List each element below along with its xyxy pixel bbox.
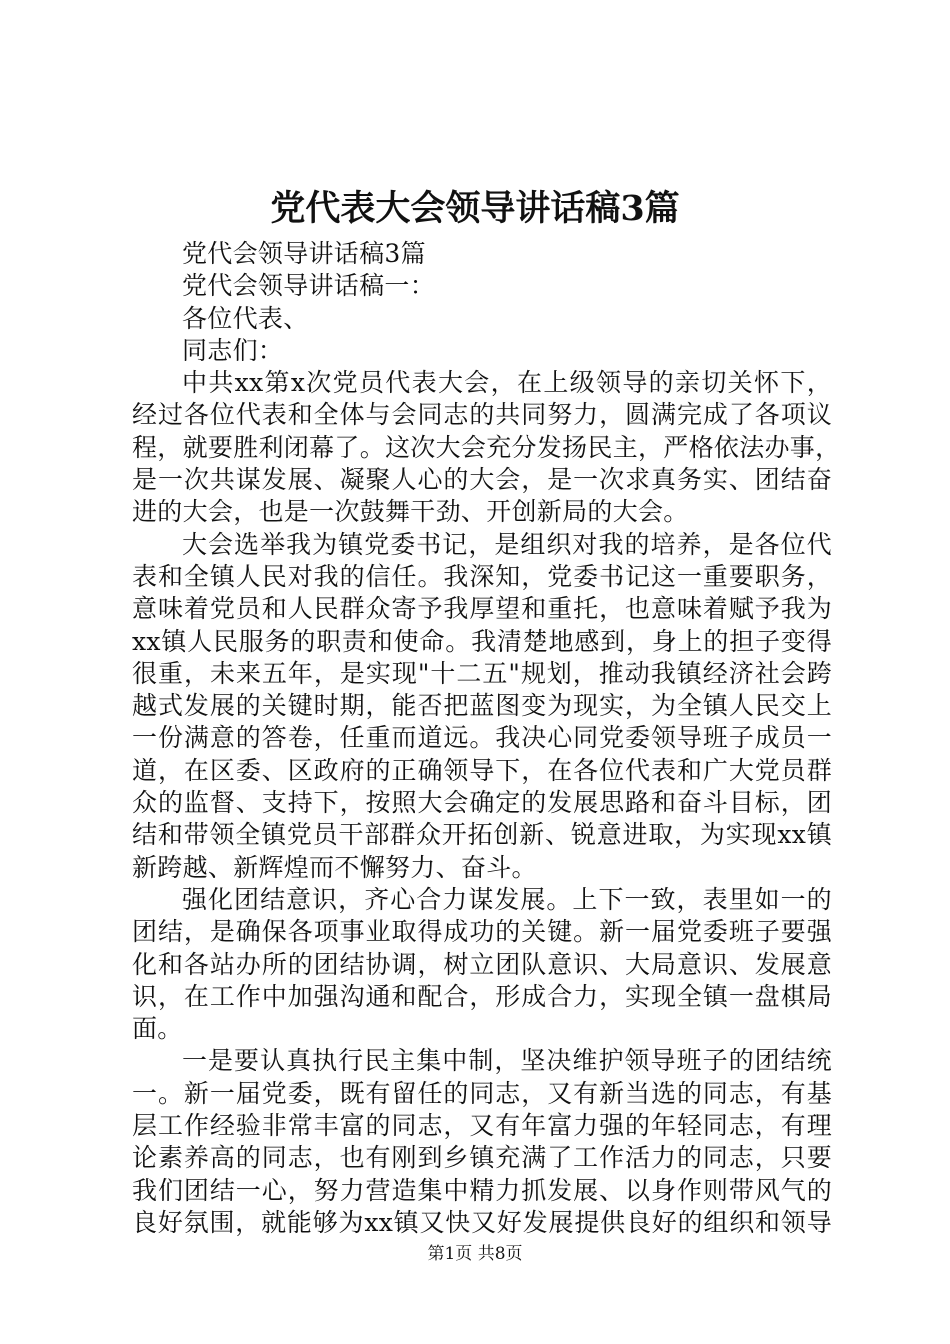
- text-line: 论素养高的同志，也有刚到乡镇充满了工作活力的同志，只要: [132, 1143, 832, 1173]
- text-line: 进的大会，也是一次鼓舞干劲、开创新局的大会。: [132, 497, 689, 527]
- text-line: 结和带领全镇党员干部群众开拓创新、锐意进取，为实现xx镇: [132, 820, 832, 850]
- text-line: 层工作经验非常丰富的同志，又有年富力强的年轻同志，有理: [132, 1111, 832, 1141]
- text-line: 经过各位代表和全体与会同志的共同努力，圆满完成了各项议: [132, 400, 832, 430]
- text-line: 化和各站办所的团结协调，树立团队意识、大局意识、发展意: [132, 949, 832, 979]
- text-line: 很重，未来五年，是实现"十二五"规划，推动我镇经济社会跨: [132, 658, 832, 688]
- text-line: 意味着党员和人民群众寄予我厚望和重托，也意味着赋予我为: [132, 594, 832, 624]
- text-line: 程，就要胜利闭幕了。这次大会充分发扬民主，严格依法办事，: [132, 432, 841, 462]
- text-line: 众的监督、支持下，按照大会确定的发展思路和奋斗目标，团: [132, 788, 832, 818]
- text-line: 各位代表、: [182, 303, 309, 333]
- text-line: 新跨越、新辉煌而不懈努力、奋斗。: [132, 852, 537, 882]
- text-line: 道，在区委、区政府的正确领导下，在各位代表和广大党员群: [132, 755, 832, 785]
- text-line: 越式发展的关键时期，能否把蓝图变为现实，为全镇人民交上: [132, 691, 832, 721]
- text-line: 党代会领导讲话稿一：: [182, 271, 436, 301]
- text-line: 党代会领导讲话稿3篇: [182, 239, 426, 268]
- text-line: 一。新一届党委，既有留任的同志，又有新当选的同志，有基: [132, 1078, 832, 1108]
- text-line: 是一次共谋发展、凝聚人心的大会，是一次求真务实、团结奋: [132, 465, 832, 495]
- text-line: 我们团结一心，努力营造集中精力抓发展、以身作则带风气的: [132, 1175, 832, 1205]
- text-line: 同志们：: [182, 335, 284, 365]
- text-line: xx镇人民服务的职责和使命。我清楚地感到，身上的担子变得: [132, 626, 832, 656]
- text-line: 良好氛围，就能够为xx镇又快又好发展提供良好的组织和领导: [132, 1207, 832, 1237]
- text-line: 一份满意的答卷，任重而道远。我决心同党委领导班子成员一: [132, 723, 832, 753]
- document-title: 党代表大会领导讲话稿3篇: [270, 188, 680, 229]
- text-line: 识，在工作中加强沟通和配合，形成合力，实现全镇一盘棋局: [132, 981, 832, 1011]
- text-line: 强化团结意识，齐心合力谋发展。上下一致，表里如一的: [182, 884, 832, 914]
- text-line: 一是要认真执行民主集中制，坚决维护领导班子的团结统: [182, 1046, 832, 1076]
- text-line: 团结，是确保各项事业取得成功的关键。新一届党委班子要强: [132, 917, 832, 947]
- page-footer: 第1页 共8页: [427, 1244, 523, 1264]
- document-body: [132, 238, 841, 1239]
- text-line: 中共xx第x次党员代表大会，在上级领导的亲切关怀下，: [182, 368, 832, 398]
- text-line: 表和全镇人民对我的信任。我深知，党委书记这一重要职务，: [132, 561, 832, 591]
- text-line: 大会选举我为镇党委书记，是组织对我的培养，是各位代: [182, 529, 832, 559]
- text-line: 面。: [132, 1014, 183, 1044]
